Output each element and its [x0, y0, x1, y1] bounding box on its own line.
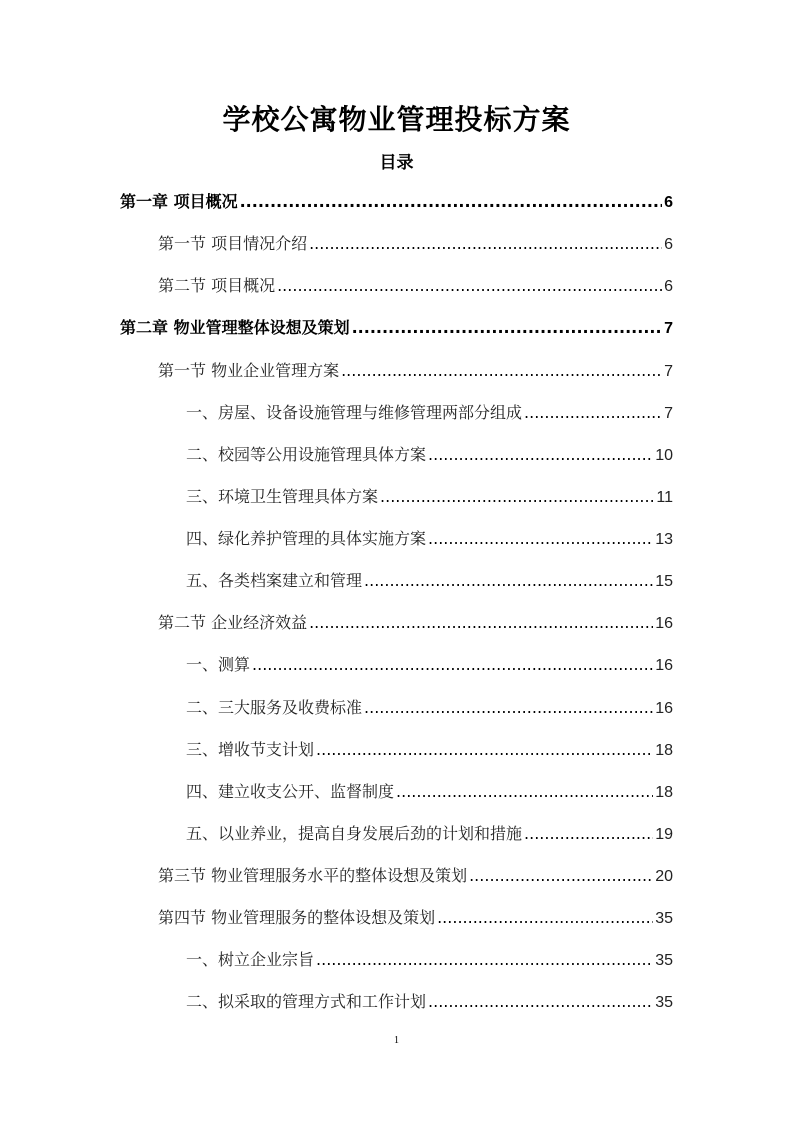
toc-entry-page: 19 [655, 826, 673, 843]
toc-entry-label: 二、拟采取的管理方式和工作计划 [186, 992, 427, 1011]
toc-entry-label: 二、校园等公用设施管理具体方案 [186, 445, 427, 464]
toc-entry-label: 一、测算 [186, 655, 251, 674]
toc-entry-label: 第一节 项目情况介绍 [158, 234, 308, 253]
toc-entry[interactable] [120, 318, 673, 339]
toc-entry[interactable] [120, 192, 673, 213]
toc-entry-label: 五、各类档案建立和管理 [186, 571, 363, 590]
toc-entry-page: 20 [655, 868, 673, 885]
toc-entry-page: 7 [664, 405, 673, 422]
toc-entry-page: 16 [655, 657, 673, 674]
toc-leader-dots [352, 318, 663, 338]
toc-entry-page: 6 [664, 236, 673, 253]
toc-leader-dots [309, 234, 662, 254]
toc-leader-dots [428, 529, 653, 549]
toc-entry[interactable] [158, 908, 673, 929]
toc-entry[interactable] [186, 487, 673, 508]
toc-leader-dots [240, 192, 663, 212]
toc-entry[interactable] [186, 403, 673, 424]
toc-leader-dots [428, 992, 653, 1012]
toc-entry[interactable] [186, 529, 673, 550]
toc-entry-page: 11 [656, 489, 673, 506]
toc-entry[interactable] [186, 992, 673, 1013]
page-number: 1 [394, 1035, 399, 1046]
toc-entry[interactable] [158, 276, 673, 297]
toc-entry-page: 13 [655, 531, 673, 548]
toc-entry-page: 15 [655, 573, 673, 590]
toc-entry-page: 10 [655, 447, 673, 464]
toc-entry[interactable] [158, 866, 673, 887]
toc-entry-label: 第一节 物业企业管理方案 [158, 361, 340, 380]
toc-entry-label: 第三节 物业管理服务水平的整体设想及策划 [158, 866, 468, 885]
toc-entry-label: 二、三大服务及收费标准 [186, 698, 363, 717]
toc-entry-label: 五、以业养业，提高自身发展后劲的计划和措施 [186, 824, 523, 843]
toc-entry[interactable] [186, 824, 673, 845]
toc-entry-page: 6 [664, 194, 673, 211]
toc-entry[interactable] [186, 571, 673, 592]
toc-entry[interactable] [186, 950, 673, 971]
toc-entry-page: 35 [655, 910, 673, 927]
toc-entry[interactable] [186, 655, 673, 676]
toc-leader-dots [364, 571, 653, 591]
document-title: 学校公寓物业管理投标方案 [222, 103, 571, 136]
toc-entry-page: 16 [655, 700, 673, 717]
toc-entry-page: 18 [655, 742, 673, 759]
toc-entry-page: 18 [655, 784, 673, 801]
toc-entry-page: 35 [655, 952, 673, 969]
toc-entry[interactable] [186, 740, 673, 761]
toc-entry-label: 第四节 物业管理服务的整体设想及策划 [158, 908, 436, 927]
toc-entry-label: 三、增收节支计划 [186, 740, 315, 759]
toc-entry[interactable] [186, 782, 673, 803]
toc-leader-dots [364, 698, 653, 718]
toc-leader-dots [380, 487, 654, 507]
toc-entry[interactable] [158, 361, 673, 382]
toc-leader-dots [316, 950, 653, 970]
toc-leader-dots [252, 655, 653, 675]
toc-leader-dots [428, 445, 653, 465]
toc-entry-page: 7 [664, 363, 673, 380]
toc-entry-label: 四、绿化养护管理的具体实施方案 [186, 529, 427, 548]
toc-entry-page: 16 [655, 615, 673, 632]
toc-leader-dots [309, 613, 653, 633]
toc-entry-label: 第二节 企业经济效益 [158, 613, 308, 632]
toc-entry-page: 7 [664, 320, 673, 337]
toc-entry-page: 35 [655, 994, 673, 1011]
toc-entry-label: 一、房屋、设备设施管理与维修管理两部分组成 [186, 403, 523, 422]
toc-leader-dots [341, 361, 662, 381]
toc-entry[interactable] [186, 445, 673, 466]
toc-entry[interactable] [158, 234, 673, 255]
toc-leader-dots [524, 824, 653, 844]
toc-entry-label: 一、树立企业宗旨 [186, 950, 315, 969]
toc-heading: 目录 [379, 153, 414, 173]
toc-entry-label: 四、建立收支公开、监督制度 [186, 782, 395, 801]
toc-entry[interactable] [158, 613, 673, 634]
toc-leader-dots [277, 276, 662, 296]
toc-leader-dots [396, 782, 653, 802]
toc-entry-label: 第一章 项目概况 [120, 192, 238, 211]
toc-entry[interactable] [186, 698, 673, 719]
toc-entry-label: 第二节 项目概况 [158, 276, 276, 295]
toc-leader-dots [469, 866, 653, 886]
toc-leader-dots [316, 740, 653, 760]
toc-entry-page: 6 [664, 278, 673, 295]
toc-entry-label: 第二章 物业管理整体设想及策划 [120, 318, 350, 337]
toc-leader-dots [437, 908, 653, 928]
toc-entry-label: 三、环境卫生管理具体方案 [186, 487, 379, 506]
toc-leader-dots [524, 403, 662, 423]
